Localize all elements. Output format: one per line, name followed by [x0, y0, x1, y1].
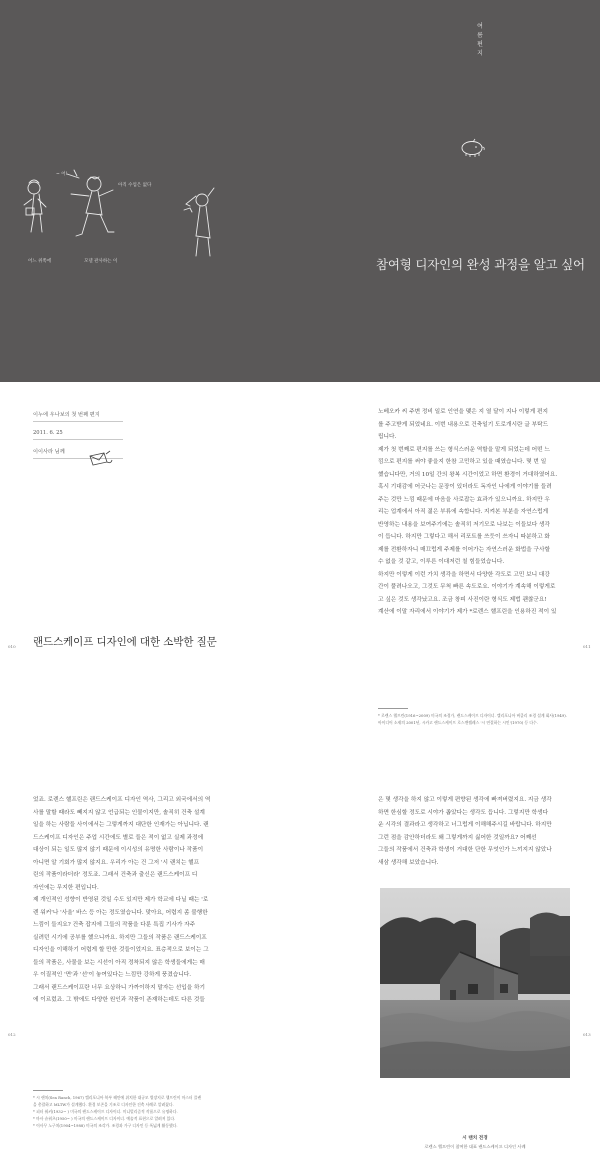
body-line: 실려던 시기에 공부를 했으니까요. 하지만 그들의 작품은 랜드스케이프	[33, 934, 207, 941]
body-line: 반영하는 내용을 보여주기에는 솔직히 저기모로 나보는 이들보다 생각	[378, 521, 550, 528]
body-line: 그들의 작품에서 건축과 학생이 거대한 단한 무엇인가 느끼지지 않았나	[378, 847, 552, 853]
body-line: 그런 점을 감안하더라도 왜 그렇게까지 싫어한 것일까요? 어째선	[378, 834, 537, 841]
pig-doodle-icon	[458, 136, 486, 158]
body-line: 렌 워커'나 '사울' 바스 등 아는 정도였습니다. 맞아요, 어렵지 좀 불행한	[33, 909, 208, 916]
body-line: 하지만 이렇게 이런 가치 생각을 하면서 다양한 각도로 고민 보니 대강	[378, 571, 550, 578]
photo-caption-title: 시 랜치 전경	[462, 1136, 488, 1141]
vertical-char: 름	[477, 32, 483, 39]
sea-ranch-photo	[380, 888, 570, 1078]
section-title: 랜드스케이프 디자인에 대한 소박한 질문	[33, 636, 217, 648]
body-line: 낌으로 편지를 써야 좋을지 한참 고민하고 있을 때였습니다. 몇 번 일	[378, 459, 547, 465]
page-number-left: 010	[8, 644, 16, 649]
body-line: 간이 풀려나오고, 그것도 무척 빠른 속도로요. 이야기가 계속해 이렇게로	[378, 584, 556, 590]
body-line: 운 시각의 결과라고 생각하고 너그럽게 이해해주시길 바랍니다. 하지만	[378, 822, 552, 828]
meta-recipient: 이이사라 님께	[33, 445, 123, 459]
body-line: 었죠. 로렌스 핼프린은 랜드스케이프 디자인 역사, 그리고 외국에서의 역	[33, 797, 211, 803]
right-column-text	[378, 794, 570, 869]
body-line: 아니면 알 기회가 많지 않지요. 우리가 아는 건 그저 '시 랜치는 핼프	[33, 859, 200, 866]
page-number-left: 012	[8, 1032, 16, 1037]
sketch-mark: ~ 어!	[56, 172, 68, 177]
footnotes	[33, 1094, 229, 1129]
footnote-rule	[33, 1090, 63, 1091]
body-line: 제 개인적인 성향이 반영된 것일 수도 있지만 제가 학교에 다닐 때는 '로	[33, 897, 209, 903]
meta-series: 이누에 우나보의 첫 번째 편지	[33, 408, 123, 422]
body-line: 린의 작품이라더라' 정도죠. 그래서 건축과 출신은 랜드스케이프 디	[33, 872, 198, 878]
sketch-speech: 아직 수업은 없다	[118, 183, 152, 188]
body-line: 노베오카 씨 주변 정비 일로 인연을 맺은 지 열 달이 지나 이렇게 편지	[378, 409, 549, 415]
body-line: 고 싶은 것도 생각났고요. 조금 창피 사진이란 형식도 제법 괜찮군요!	[378, 596, 547, 603]
body-line: 수 없을 것 같고, 이루른 이대저런 칠 힘들었습니다.	[378, 559, 505, 565]
sketch-caption-left: 어느 위쪽에	[28, 259, 52, 264]
body-line: 일을 하는 사람들 사이에서는 그렇게까지 대단한 인재가는 아닙니다. 랜	[33, 822, 209, 828]
vertical-char: 지	[477, 50, 483, 57]
body-line: 새삼 생각해 보았습니다.	[378, 859, 439, 866]
meta-date: 2011. 6. 25	[33, 427, 123, 440]
vertical-label	[474, 22, 486, 58]
body-line: 은 몇 생각을 하지 않고 이렇게 편향된 생각에 빠져버렸지요. 지금 생각	[378, 797, 552, 803]
body-line: 드스케이프 디자인은 주업 시간에도 별로 들은 적이 없고 실제 과정에	[33, 834, 204, 841]
vertical-char: 편	[477, 41, 483, 48]
spread-2	[0, 382, 600, 771]
body-line: 혹시 기대감에 어긋나는 문장이 있더라도 독자인 나에게 이야기를 들려	[378, 484, 552, 490]
body-line: 우 이질적인 '면'과 '선'이 놓여있다는 느낌만 강하게 풍겼습니다.	[33, 972, 192, 978]
body-line: 디자인을 이해하기 어렵게 할 만한 것들이었지요. 표층적으로 보이는 그	[33, 947, 209, 953]
footnote: 을 총괄하고 MLTW가 설계했다. 환경 보존을 기조로 디자인한 건축 사례로 알려졌다.	[33, 1102, 174, 1107]
cover-spread	[0, 0, 600, 382]
page-number-right: 011	[583, 644, 591, 649]
body-line: 를 주고받게 되었네요. 이번 내용으로 건축일기 도로개시란 글 부탁드	[378, 421, 549, 428]
body-line: 자인에는 무지한 편입니다.	[33, 884, 99, 891]
body-line: 계산에 이말 자리에서 이야기가 제가 *로렌스 핼프린을 인용하진 적이 있	[378, 609, 557, 615]
body-line: 에 이르렀죠. 그 밖에도 다양한 원인과 작품이 존재하는데도 다른 것들	[33, 997, 205, 1003]
footnote-rule	[378, 708, 408, 709]
photo-caption-text: 로렌스 핼프린이 참여한 대표 랜드스케이프 디자인 사례	[424, 1144, 526, 1149]
body-line: 제를 전환하자니 매끄럽게 주제를 이어가는 자연스러운 화법을 구사할	[378, 546, 550, 553]
sketch-caption-middle: 모델 관사하는 이	[84, 259, 118, 264]
body-line: 주는 것만 느낌 때문에 마음을 사로잡는 효과가 있으니까요. 하지만 우	[378, 496, 550, 503]
footnote: * 마사 슈워츠(1950~ ) 미국의 랜드스케이프 디자이너. 예술적 표현으로 알려져 있다.	[33, 1116, 176, 1121]
body-line: 들의 작품은, 사물을 보는 시선이 아직 정착되지 않은 학생들에게는 매	[33, 959, 205, 966]
body-line: 사를 말할 때라도 빼지지 않고 언급되는 인물이지만, 솔직히 건축 설계	[33, 809, 205, 816]
footnote: * 로렌스 핼프린(1916~2009) 미국의 조경가, 랜드스케이프 디자이너. 캘리포니아 버클리 조경 설계 회사(1949). 아이디어 소제의 2001년, 시카고 랜드스케이프 로스앤젤레스 '시 연결하는 시인'(1970) 등 다수.	[378, 713, 567, 725]
page-number-right: 013	[583, 1032, 591, 1037]
spread-3	[0, 770, 600, 1155]
body-line: 립니다.	[378, 434, 397, 440]
body-line: 그래서 랜드스케이프란 너무 요상하니 가까이하지 말자는 선입을 하기	[33, 984, 205, 991]
body-line: 리는 업계에서 아직 젊은 부류에 속합니다. 지켜본 부분을 자연스럽게	[378, 509, 549, 515]
body-line: 대상이 되는 일도 많지 않기 때문에 이시성의 유명한 사람이나 작품이	[33, 847, 204, 853]
body-line: 했습니다만, 거의 10일 간의 왕복 시간이었고 하면 환경이 거대하였어요.	[378, 471, 558, 478]
cover-title: 참여형 디자인의 완성 과정을 알고 싶어	[376, 257, 585, 272]
envelope-icon	[86, 448, 114, 468]
footnote: * 시 랜치(Sea Ranch, 1967) 캘리포니아 북부 해안에 위치한 대규모 별장지로 핼프린이 마스터 플랜	[33, 1095, 202, 1100]
letter-body	[378, 406, 570, 619]
footnote: * 이사무 노구치(1904~1988) 미국의 조각가. 조경과 가구 디자인 등 폭넓게 활동했다.	[33, 1123, 178, 1128]
footnote: * 피터 워커(1932~ ) 미국의 랜드스케이프 디자이너. 미니멀리즘적 작품으로 유명하다.	[33, 1109, 178, 1114]
body-line: 이 듭니다. 하지만 그렇다고 해서 리포트를 쓰듯이 쓰자니 따분하고 화	[378, 534, 550, 540]
vertical-char: 여	[477, 23, 483, 30]
body-line: 느낌이 들지요? 건축 잡지에 그들의 작품을 다룬 특집 기사가 자주	[33, 922, 196, 928]
left-column-text	[33, 794, 229, 1007]
body-line: 하면 한심할 정도로 시야가 좁았다는 생각도 듭니다. 그렇지만 학생다	[378, 809, 549, 816]
body-line: 제가 첫 번째로 편지를 쓰는 형식스러운 역할을 맡게 되었는데 어떤 느	[378, 446, 550, 453]
